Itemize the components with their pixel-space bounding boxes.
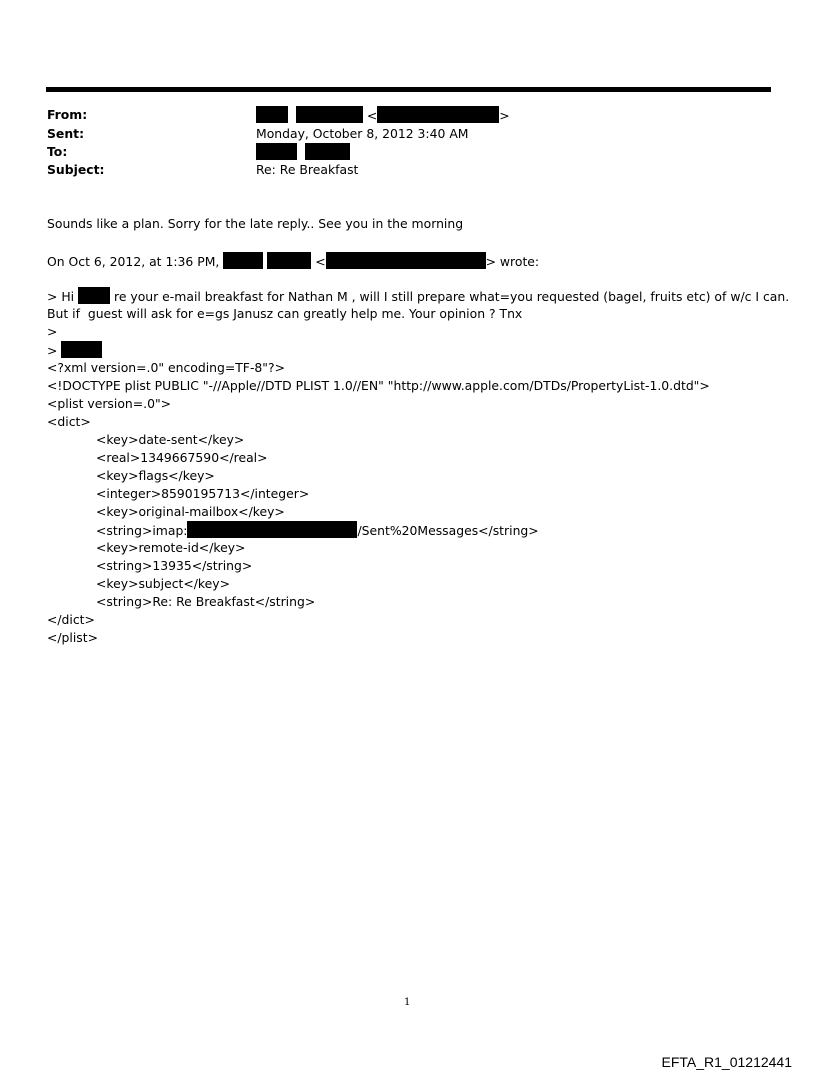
quote-rest: re your e-mail breakfast for Nathan M , will I still prepare what=you requested (bagel, fruits etc) of w/c I can. [114,289,790,304]
from-gt: > [499,108,510,123]
plist-doctype: <!DOCTYPE plist PUBLIC "-//Apple//DTD PLIST 1.0//EN" "http://www.apple.com/DTDs/PropertyList-1.0.dtd"> [47,378,710,393]
sent-value: Monday, October 8, 2012 3:40 AM [256,126,469,141]
header-rule [46,87,771,92]
imap-prefix: <string>imap: [96,523,188,538]
plist-line: <integer>8590195713</integer> [96,486,310,501]
plist-line: <string>13935</string> [96,558,253,573]
from-label: From: [47,107,88,122]
plist-line: <key>remote-id</key> [96,540,246,555]
from-lt: < [366,108,378,123]
redaction-box [256,143,297,160]
redaction-box [78,287,110,304]
plist-close: </plist> [47,630,99,645]
quote-gt-2 [47,341,102,360]
to-label: To: [47,144,68,159]
reply-text: Sounds like a plan. Sorry for the late reply.. See you in the morning [47,216,464,231]
sent-label: Sent: [47,126,85,141]
redaction-box [256,106,288,123]
from-value [256,106,510,125]
plist-open: <plist version=.0"> [47,396,172,411]
xml-declaration: <?xml version=.0" encoding=TF-8"?> [47,360,285,375]
quote-intro-prefix: On Oct 6, 2012, at 1:36 PM, [47,254,220,269]
quote-hi: > Hi [47,289,75,304]
imap-suffix: /Sent%20Messages</string> [357,523,539,538]
redaction-box [267,252,311,269]
quote-line-1 [47,287,789,306]
quote-line-2: But if guest will ask for e=gs Janusz can greatly help me. Your opinion ? Tnx [47,306,523,321]
quote-intro-suffix: > wrote: [485,254,540,269]
redaction-box [305,143,350,160]
quote-intro-lt: < [315,254,326,269]
quote-gt-1: > [47,324,58,339]
quote-gt-2-text: > [47,343,58,358]
dict-close: </dict> [47,612,95,627]
plist-line: <key>subject</key> [96,576,230,591]
plist-line: <key>flags</key> [96,468,215,483]
redaction-box [223,252,263,269]
plist-line: <key>date-sent</key> [96,432,245,447]
plist-line-imap [96,521,539,540]
plist-line: <string>Re: Re Breakfast</string> [96,594,316,609]
plist-line: <real>1349667590</real> [96,450,268,465]
document-id: EFTA_R1_01212441 [661,1054,792,1070]
to-value [256,143,350,162]
redaction-box [326,252,486,269]
subject-value: Re: Re Breakfast [256,162,359,177]
plist-line: <key>original-mailbox</key> [96,504,285,519]
redaction-box [296,106,363,123]
page-number: 1 [404,997,411,1008]
redaction-box [187,521,357,538]
dict-open: <dict> [47,414,91,429]
redaction-box [377,106,499,123]
quote-intro [47,252,539,271]
redaction-box [61,341,102,358]
subject-label: Subject: [47,162,105,177]
